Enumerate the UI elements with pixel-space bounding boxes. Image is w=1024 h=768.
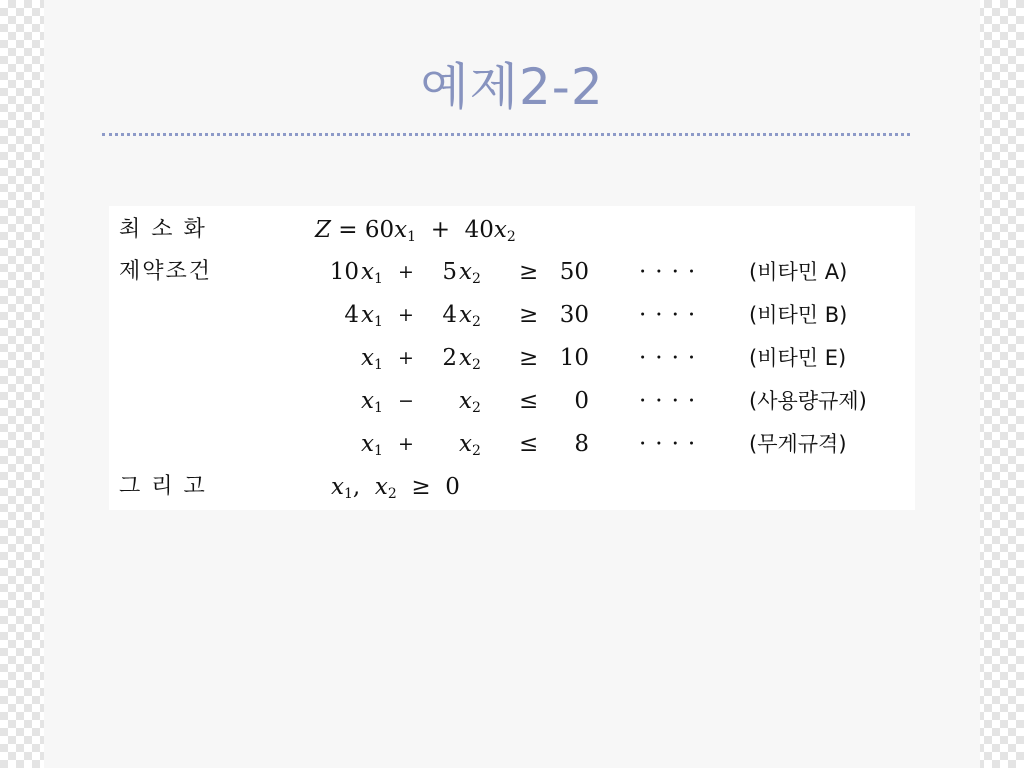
constraint-var-2: $x_2$ — [459, 259, 481, 287]
constraint-var-2: $x_2$ — [459, 431, 481, 459]
objective-row — [109, 212, 915, 248]
constraint-dots: ···· — [639, 388, 705, 414]
objective-coef-2: 40 — [464, 217, 494, 243]
constraint-note: (비타민 B) — [749, 303, 848, 327]
constraint-var-2: $x_2$ — [459, 302, 481, 330]
objective-var: Z — [315, 217, 331, 243]
constraint-rhs: 8 — [574, 431, 589, 457]
constraint-dots: ···· — [639, 345, 705, 371]
constraint-rhs: 0 — [574, 388, 589, 414]
constraint-dots: ···· — [639, 259, 705, 285]
constraint-op: + — [398, 261, 414, 283]
constraint-var-1: $x_1$ — [361, 302, 383, 330]
constraint-var-1: $x_1$ — [361, 388, 383, 416]
nonneg-expression: $x_1$, $x_2 \ge 0$ — [331, 474, 460, 502]
nonnegativity-row — [109, 469, 915, 505]
objective-op: + — [430, 217, 450, 243]
constraint-relation: ≤ — [519, 388, 539, 414]
constraint-relation: ≤ — [519, 431, 539, 457]
constraint-op: + — [398, 433, 414, 455]
constraint-rhs: 50 — [559, 259, 589, 285]
constraint-var-1: $x_1$ — [361, 431, 383, 459]
constraint-coef-1: 4 — [344, 302, 359, 328]
constraint-relation: ≥ — [519, 259, 539, 285]
constraint-coef-2: 5 — [442, 259, 457, 285]
constraint-dots: ···· — [639, 431, 705, 457]
objective-eq: = — [338, 217, 358, 243]
objective-sub-2: 2 — [506, 229, 516, 245]
constraint-var-2: $x_2$ — [459, 345, 481, 373]
constraint-rhs: 10 — [559, 345, 589, 371]
constraint-op: + — [398, 347, 414, 369]
constraint-op: + — [398, 304, 414, 326]
constraint-coef-2: 2 — [442, 345, 457, 371]
constraint-op: − — [398, 390, 414, 412]
constraint-note: (사용량규제) — [749, 389, 867, 413]
objective-sub-1: 1 — [407, 229, 417, 245]
constraint-row — [109, 254, 915, 290]
constraint-row — [109, 340, 915, 376]
constraints-label: 제약조건 — [119, 259, 213, 284]
constraint-var-1: $x_1$ — [361, 345, 383, 373]
constraint-row — [109, 426, 915, 462]
constraint-row — [109, 297, 915, 333]
constraint-note: (비타민 A) — [749, 260, 848, 284]
objective-expression — [315, 212, 516, 255]
constraint-dots: ···· — [639, 302, 705, 328]
constraint-relation: ≥ — [519, 345, 539, 371]
slide — [44, 0, 980, 768]
objective-label: 최 소 화 — [119, 217, 207, 242]
constraint-row — [109, 383, 915, 419]
nonneg-label: 그 리 고 — [119, 474, 207, 499]
objective-coef-1: 60 — [364, 217, 395, 243]
constraint-coef-2: 4 — [442, 302, 457, 328]
constraint-rhs: 30 — [559, 302, 589, 328]
objective-var-1: x — [394, 217, 408, 243]
constraint-coef-1: 10 — [329, 259, 359, 285]
title-divider — [102, 133, 910, 136]
lp-formulation-image — [109, 206, 915, 510]
constraint-var-1: $x_1$ — [361, 259, 383, 287]
page-title: 예제2-2 — [420, 58, 604, 116]
objective-var-2: x — [493, 217, 507, 243]
constraint-relation: ≥ — [519, 302, 539, 328]
constraint-var-2: $x_2$ — [459, 388, 481, 416]
constraint-note: (비타민 E) — [749, 346, 847, 370]
constraint-note: (무게규격) — [749, 432, 847, 456]
